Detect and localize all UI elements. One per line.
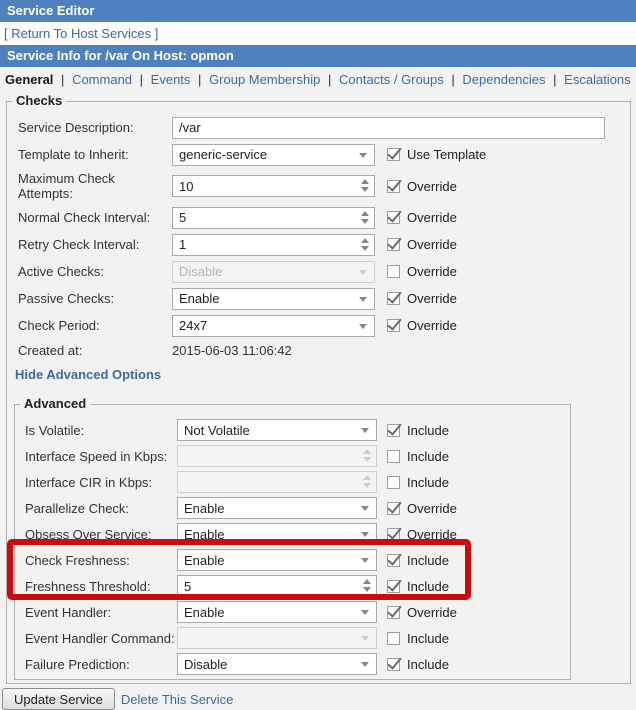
freshness-threshold-label: Freshness Threshold: [25,578,151,594]
active-checks-label: Active Checks: [18,264,104,279]
row-check-freshness: Check Freshness: Enable Include [25,547,570,573]
chevron-down-icon [361,532,369,537]
event-handler-label: Event Handler: [25,604,111,620]
maximum-check-attempts-label: Maximum Check Attempts: [18,171,115,201]
advanced-legend: Advanced [20,397,90,411]
tab-general[interactable]: General [5,72,54,87]
spinner-up-icon [363,449,371,454]
footer-actions [2,688,636,710]
is-volatile-include-checkbox[interactable] [387,424,400,437]
template-to-inherit-select[interactable]: generic-service [172,144,375,166]
spinner-down-icon[interactable] [361,219,369,224]
chevron-down-icon [361,428,369,433]
use-template-label: Use Template [407,147,487,162]
tab-escalations[interactable]: Escalations [564,72,631,87]
is-volatile-label: Is Volatile: [25,422,85,438]
spinner-up-icon[interactable] [361,211,369,216]
active-checks-select: Disable [172,261,375,283]
row-event-handler-command: Event Handler Command: Include [25,625,570,651]
passive-checks-select[interactable]: Enable [172,288,375,310]
interface-cir-spinner [177,471,377,493]
chevron-down-icon [361,662,369,667]
chevron-down-icon [359,153,367,158]
row-service-description [14,114,630,141]
section-title: Service Info for /var On Host: opmon [0,45,636,67]
spinner-down-icon [363,457,371,462]
spinner-down-icon[interactable] [361,246,369,251]
failure-prediction-label: Failure Prediction: [25,656,130,672]
update-service-button[interactable]: Update Service [2,688,115,710]
interface-speed-include-checkbox[interactable] [387,450,400,463]
normal-check-interval-label: Normal Check Interval: [18,210,151,225]
check-period-label: Check Period: [18,318,100,333]
interface-speed-label: Interface Speed in Kbps: [25,448,168,464]
event-handler-command-select [177,627,377,649]
check-period-select[interactable]: 24x7 [172,315,375,337]
parallelize-check-label: Parallelize Check: [25,500,130,516]
obsess-over-service-override-checkbox[interactable] [387,528,400,541]
event-handler-override-checkbox[interactable] [387,606,400,619]
template-to-inherit-label: Template to Inherit: [18,147,129,162]
hide-advanced-options-link[interactable]: Hide Advanced Options [15,367,162,382]
chevron-down-icon [359,324,367,329]
row-interface-speed: Interface Speed in Kbps: Include [25,443,570,469]
obsess-over-service-label: Obsess Over Service: [25,526,152,542]
passive-checks-label: Passive Checks: [18,291,115,306]
row-passive-checks: Passive Checks: Enable Override [14,285,630,312]
event-handler-command-label: Event Handler Command: [25,630,175,646]
row-template-to-inherit [14,141,630,168]
row-is-volatile: Is Volatile: Not Volatile Include [25,417,570,443]
interface-cir-include-checkbox[interactable] [387,476,400,489]
row-check-period: Check Period: 24x7 Override [14,312,630,339]
parallelize-check-override-checkbox[interactable] [387,502,400,515]
retry-check-interval-label: Retry Check Interval: [18,237,140,252]
advanced-fieldset [14,396,571,680]
parallelize-check-select[interactable]: Enable [177,497,377,519]
check-freshness-label: Check Freshness: [25,552,130,568]
failure-prediction-include-checkbox[interactable] [387,658,400,671]
spinner-down-icon[interactable] [363,587,371,592]
tab-command[interactable]: Command [72,72,133,87]
spinner-down-icon[interactable] [361,187,369,192]
chevron-down-icon [361,610,369,615]
is-volatile-select[interactable]: Not Volatile [177,419,377,441]
checks-fieldset [6,93,631,684]
row-parallelize-check: Parallelize Check: Enable Override [25,495,570,521]
normal-check-interval-spinner[interactable]: 5 [172,207,375,229]
tab-dependencies[interactable]: Dependencies [462,72,546,87]
interface-speed-spinner [177,445,377,467]
created-at-label: Created at: [18,342,83,358]
service-description-label: Service Description: [18,120,134,135]
event-handler-select[interactable]: Enable [177,601,377,623]
row-failure-prediction: Failure Prediction: Disable Include [25,651,570,677]
spinner-up-icon[interactable] [361,179,369,184]
row-normal-check-interval: Normal Check Interval: 5 Override [14,204,630,231]
chevron-down-icon [361,558,369,563]
passive-checks-override-checkbox[interactable] [387,292,400,305]
row-interface-cir: Interface CIR in Kbps: Include [25,469,570,495]
page-title: Service Editor [0,0,636,22]
check-freshness-select[interactable]: Enable [177,549,377,571]
freshness-threshold-spinner[interactable]: 5 [177,575,377,597]
check-period-override-checkbox[interactable] [387,319,400,332]
maximum-check-attempts-spinner[interactable]: 10 [172,175,375,197]
normal-check-interval-override-checkbox[interactable] [387,211,400,224]
active-checks-override-checkbox[interactable] [387,265,400,278]
max-check-attempts-override-checkbox[interactable] [387,180,400,193]
created-at-value: 2015-06-03 11:06:42 [172,342,292,358]
chevron-down-icon [361,636,369,641]
tab-group-membership[interactable]: Group Membership [209,72,321,87]
spinner-up-icon[interactable] [361,238,369,243]
breadcrumb [0,22,636,45]
check-freshness-include-checkbox[interactable] [387,554,400,567]
event-handler-command-include-checkbox[interactable] [387,632,400,645]
tab-events[interactable]: Events [150,72,191,87]
retry-check-interval-spinner[interactable]: 1 [172,234,375,256]
chevron-down-icon [359,270,367,275]
row-event-handler: Event Handler: Enable Override [25,599,570,625]
interface-cir-label: Interface CIR in Kbps: [25,474,153,490]
return-to-host-services-link[interactable]: [ Return To Host Services ] [4,26,159,41]
row-obsess-over-service: Obsess Over Service: Enable Override [25,521,570,547]
use-template-checkbox[interactable] [387,148,400,161]
obsess-over-service-select[interactable]: Enable [177,523,377,545]
tab-bar: General | Command | Events | Group Membership | Contacts / Groups | Dependencies | Escalations [0,67,636,92]
service-description-input[interactable] [172,117,605,139]
row-active-checks: Active Checks: Disable Override [14,258,630,285]
row-created-at [14,339,630,361]
freshness-threshold-include-checkbox[interactable] [387,580,400,593]
retry-check-interval-override-checkbox[interactable] [387,238,400,251]
delete-this-service-link[interactable]: Delete This Service [120,691,234,707]
spinner-up-icon [363,475,371,480]
spinner-down-icon [363,483,371,488]
row-retry-check-interval: Retry Check Interval: 1 Override [14,231,630,258]
failure-prediction-select[interactable]: Disable [177,653,377,675]
tab-contacts-groups[interactable]: Contacts / Groups [338,72,444,87]
spinner-up-icon[interactable] [363,579,371,584]
row-maximum-check-attempts: Maximum Check Attempts: 10 Override [14,168,630,204]
chevron-down-icon [359,297,367,302]
row-freshness-threshold: Freshness Threshold: 5 Include [25,573,570,599]
checks-legend: Checks [12,94,66,108]
chevron-down-icon [361,506,369,511]
